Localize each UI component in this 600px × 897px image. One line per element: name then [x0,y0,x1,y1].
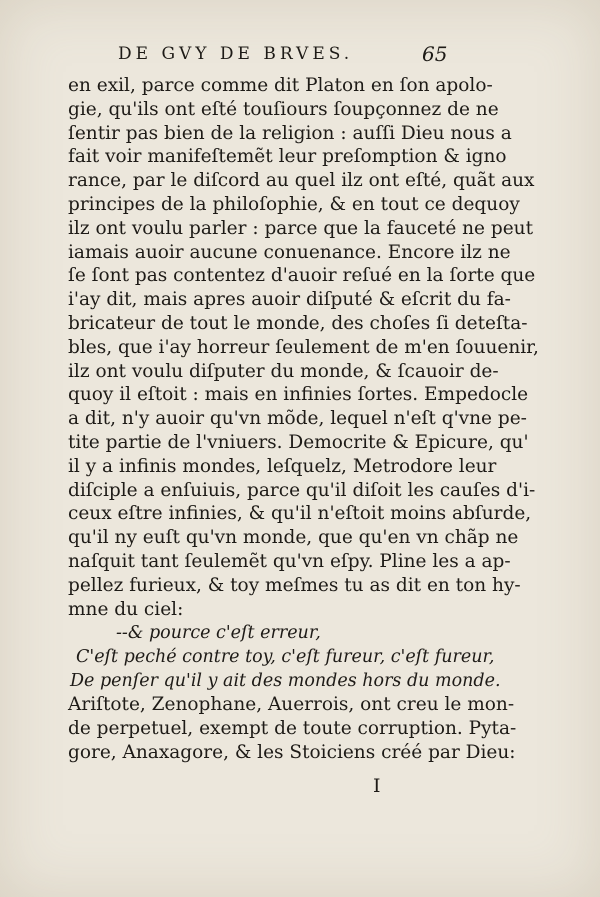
text-line: ilz ont voulu diſputer du monde, & ſcauoir de- [68,360,499,382]
verse-line: C'eſt peché contre toy, c'eſt fureur, c'eſt fureur, [76,647,495,668]
text-line: naſquit tant ſeulemẽt qu'vn eſpy. Pline les a ap- [68,550,511,572]
text-line: diſciple a enſuiuis, parce qu'il diſoit les cauſes d'i- [68,479,536,501]
text-line: ſentir pas bien de la religion : auſſi Dieu nous a [68,122,512,144]
text-line: en exil, parce comme dit Platon en ſon apolo- [68,75,493,96]
text-line: qu'il ny euſt qu'vn monde, que qu'en vn chãp ne [68,527,519,549]
text-line: bles, que i'ay horreur ſeulement de m'en ſouuenir, [68,336,539,358]
text-line: ceux eſtre infinies, & qu'il n'eſtoit moins abſurde, [68,503,532,525]
text-line: mne du ciel: [68,598,184,620]
text-line: bricateur de tout le monde, des choſes ſi deteſta- [68,312,528,334]
text-line: rance, par le diſcord au quel ilz ont eſté, quãt aux [68,170,535,192]
verse-line: --& pource c'eſt erreur, [116,623,321,644]
text-line: gore, Anaxagore, & les Stoiciens créé par Dieu: [68,741,516,763]
text-line: quoy il eſtoit : mais en infinies ſortes. Empedocle [68,384,529,406]
verse-line: De penſer qu'il y ait des mondes hors du monde. [70,671,501,692]
text-line: pellez furieux, & toy meſmes tu as dit en ton hy- [68,574,521,596]
text-line: il y a infinis mondes, leſquelz, Metrodore leur [68,455,497,477]
text-line: principes de la philoſophie, & en tout ce dequoy [68,193,520,215]
text-line: i'ay dit, mais apres auoir diſputé & eſcrit du fa- [68,289,511,311]
text-line: ſe ſont pas contentez d'auoir reſué en la ſorte que [68,265,536,287]
text-line: tite partie de l'vniuers. Democrite & Epicure, qu' [68,431,529,453]
text-line: a dit, n'y auoir qu'vn mõde, lequel n'eſt q'vne pe- [68,408,527,430]
text-line: gie, qu'ils ont eſté touſiours ſoupçonnez de ne [68,98,499,120]
page-number: 65 [422,42,448,66]
text-line: iamais auoir aucune conuenance. Encore ilz ne [68,241,511,263]
text-line: de perpetuel, exempt de toute corruption. Pyta- [68,718,517,740]
running-head: DE GVY DE BRVES. [118,44,354,64]
text-line: ilz ont voulu parler : parce que la fauceté ne peut [68,217,534,239]
text-line: Ariſtote, Zenophane, Auerrois, ont creu le mon- [68,694,515,716]
text-line: fait voir manifeſtemẽt leur preſomption & igno [68,146,507,168]
signature-mark: I [373,775,381,797]
body-text [68,74,539,765]
